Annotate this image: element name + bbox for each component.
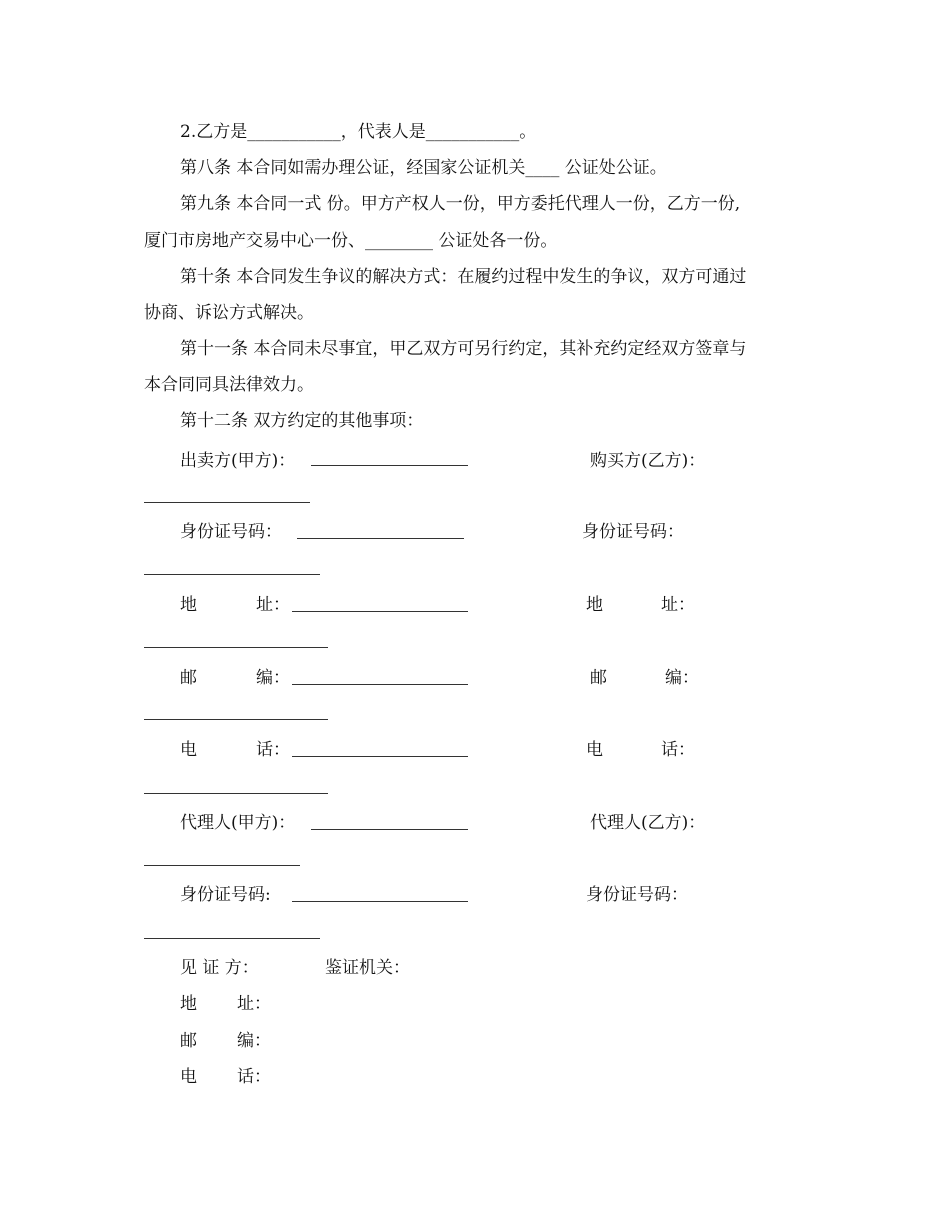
buyer-phone-label-1: 电 xyxy=(586,740,603,760)
seller-id-label: 身份证号码： xyxy=(180,522,282,542)
seller-blank xyxy=(311,465,468,466)
clause-party-b: 2.乙方是___________，代表人是___________。 xyxy=(180,122,537,142)
buyer-zip-label-2: 编： xyxy=(665,668,699,688)
clause-9-line-2: 厦门市房地产交易中心一份、________ 公证处各一份。 xyxy=(144,231,558,251)
seller-phone-blank xyxy=(292,756,468,757)
seller-address-label-2: 址： xyxy=(256,595,290,615)
witness-zip-label-1: 邮 xyxy=(180,1031,197,1051)
agent-a-id-label: 身份证号码: xyxy=(180,885,271,905)
witness-phone-label-1: 电 xyxy=(180,1067,197,1087)
clause-11-line-1: 第十一条 本合同未尽事宜，甲乙双方可另行约定，其补充约定经双方签章与 xyxy=(180,339,747,359)
seller-phone-label-2: 话： xyxy=(256,740,290,760)
seller-phone-label-1: 电 xyxy=(180,740,197,760)
buyer-address-blank xyxy=(144,647,328,648)
witness-address-label-1: 地 xyxy=(180,994,197,1014)
buyer-phone-label-2: 话： xyxy=(661,740,695,760)
seller-zip-label-2: 编： xyxy=(256,668,290,688)
buyer-id-blank xyxy=(144,574,320,575)
buyer-label: 购买方(乙方)： xyxy=(590,451,706,471)
buyer-phone-blank xyxy=(144,793,328,794)
seller-address-blank xyxy=(292,611,468,612)
buyer-address-label-1: 地 xyxy=(586,595,603,615)
buyer-id-label: 身份证号码： xyxy=(582,522,684,542)
agent-b-label: 代理人(乙方)： xyxy=(590,813,706,833)
buyer-zip-label-1: 邮 xyxy=(590,668,607,688)
seller-zip-blank xyxy=(292,684,468,685)
clause-11-line-2: 本合同同具法律效力。 xyxy=(144,375,314,395)
agent-b-blank xyxy=(144,865,300,866)
buyer-address-label-2: 址： xyxy=(661,595,695,615)
witness-phone-label-2: 话： xyxy=(237,1067,271,1087)
clause-8: 第八条 本合同如需办理公证，经国家公证机关____ 公证处公证。 xyxy=(180,158,667,178)
clause-12: 第十二条 双方约定的其他事项： xyxy=(180,411,424,431)
seller-address-label-1: 地 xyxy=(180,595,197,615)
agent-a-id-blank xyxy=(292,901,468,902)
authority-label: 鉴证机关： xyxy=(325,958,410,978)
seller-id-blank xyxy=(297,538,464,539)
buyer-zip-blank xyxy=(144,719,328,720)
clause-10-line-2: 协商、诉讼方式解决。 xyxy=(144,303,314,323)
witness-label: 见 证 方： xyxy=(180,958,259,978)
agent-b-id-blank xyxy=(144,938,320,939)
seller-zip-label-1: 邮 xyxy=(180,668,197,688)
agent-a-blank xyxy=(311,829,468,830)
agent-b-id-label: 身份证号码： xyxy=(586,885,688,905)
clause-10-line-1: 第十条 本合同发生争议的解决方式：在履约过程中发生的争议，双方可通过 xyxy=(180,267,747,287)
agent-a-label: 代理人(甲方)： xyxy=(180,813,296,833)
witness-address-label-2: 址： xyxy=(237,994,271,1014)
buyer-blank xyxy=(144,502,310,503)
clause-9-line-1: 第九条 本合同一式 份。甲方产权人一份，甲方委托代理人一份，乙方一份, xyxy=(180,194,741,214)
witness-zip-label-2: 编： xyxy=(237,1031,271,1051)
seller-label: 出卖方(甲方)： xyxy=(180,451,296,471)
